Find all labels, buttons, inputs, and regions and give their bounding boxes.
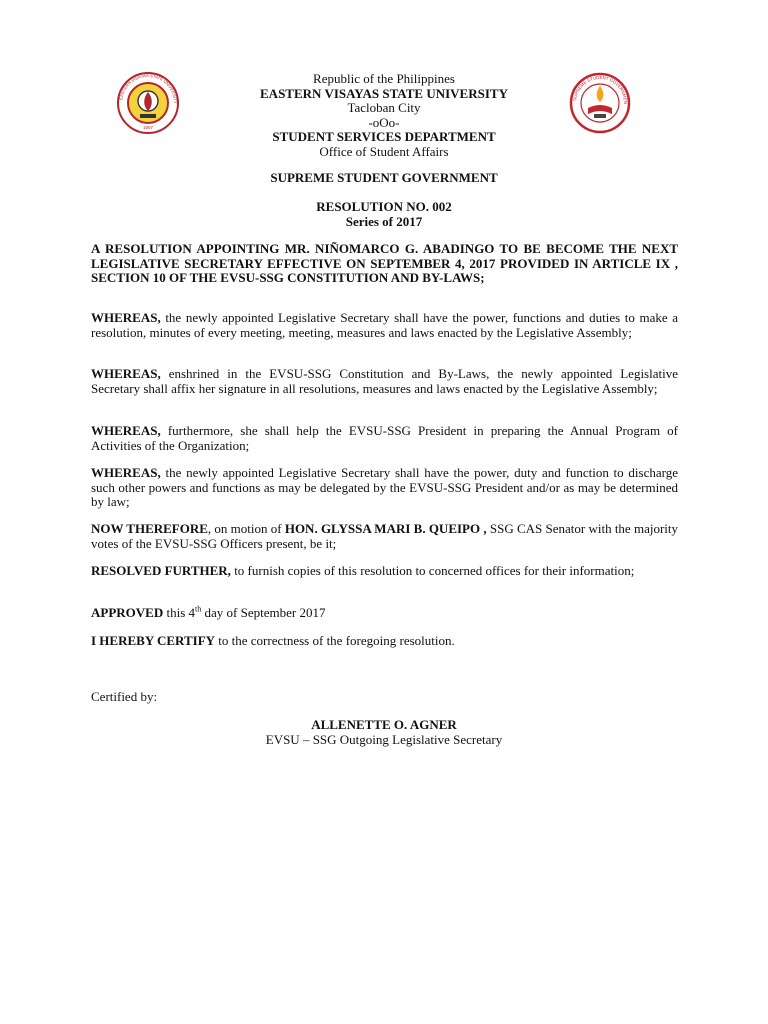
svg-text:SUPREME STUDENT GOVERNMENT: SUPREME STUDENT GOVERNMEN: [572, 74, 629, 104]
whereas-lead: WHEREAS,: [91, 310, 161, 325]
whereas-paragraph: [91, 424, 678, 453]
department-name: STUDENT SERVICES DEPARTMENT: [272, 129, 496, 144]
whereas-lead: WHEREAS,: [91, 465, 161, 480]
certify-text: to the correctness of the foregoing resolution.: [215, 633, 455, 648]
whereas-paragraph: [91, 311, 678, 340]
whereas-lead: WHEREAS,: [91, 423, 161, 438]
now-therefore-lead: NOW THEREFORE: [91, 521, 208, 536]
org-heading: SUPREME STUDENT GOVERNMENT: [270, 170, 498, 185]
approved-sup: th: [195, 604, 202, 614]
approved-post: day of September 2017: [201, 605, 326, 620]
whereas-text: the newly appointed Legislative Secretary shall have the power, functions and duties to make a resolution, minutes of every meeting, meeting, measures and laws enacted by the Legislative Assembly;: [91, 310, 678, 340]
certify-paragraph: [91, 634, 678, 649]
resolution-heading: [0, 200, 768, 229]
approved-lead: APPROVED: [91, 605, 164, 620]
whereas-lead: WHEREAS,: [91, 366, 161, 381]
certify-lead: I HEREBY CERTIFY: [91, 633, 216, 648]
whereas-paragraph: [91, 367, 678, 396]
svg-text:1907: 1907: [142, 125, 154, 130]
resolved-lead: RESOLVED FURTHER,: [91, 563, 231, 578]
approved-pre: this 4: [163, 605, 196, 620]
letterhead: [0, 72, 768, 159]
office-name: Office of Student Affairs: [319, 143, 449, 159]
certified-by-label: Certified by:: [91, 689, 158, 704]
whereas-text: furthermore, she shall help the EVSU-SSG President in preparing the Annual Program of Activities of the Organization;: [91, 423, 678, 453]
resolution-title: A RESOLUTION APPOINTING MR. NIÑOMARCO G. ABADINGO TO BE BECOME THE NEXT LEGISLATIVE SECRETARY EFFECTIVE ON SEPTEMBER 4, 2017 PROVIDED IN ARTICLE IX , SECTION 10 OF THE EVSU-SSG CONSTITUTION AND BY-LAWS;: [91, 241, 678, 286]
signatory-title: EVSU – SSG Outgoing Legislative Secretary: [265, 731, 503, 747]
now-therefore-mid: , on motion of: [207, 521, 285, 536]
signature-block: [0, 718, 768, 747]
resolved-paragraph: [91, 564, 678, 579]
signatory-name: ALLENETTE O. AGNER: [311, 717, 457, 732]
resolution-series: Series of 2017: [345, 213, 423, 229]
resolution-number: RESOLUTION NO. 002: [316, 199, 452, 214]
whereas-text: the newly appointed Legislative Secretary shall have the power, duty and function to discharge such other powers and functions as may be delegated by the EVSU-SSG President and/or as may be determined by law;: [91, 465, 678, 510]
whereas-paragraph: [91, 466, 678, 510]
approved-paragraph: [91, 606, 678, 621]
svg-text:EASTERN VISAYAS STATE UNIVERSI: EASTERN VISAYAS STATE UNIVERSITY: [118, 72, 179, 104]
university-name: EASTERN VISAYAS STATE UNIVERSITY: [260, 85, 508, 101]
city-line: Tacloban City: [347, 100, 421, 115]
whereas-text: enshrined in the EVSU-SSG Constitution and By-Laws, the newly appointed Legislative Secretary shall affix her signature in all resolutions, measures and laws enacted by the Legislative Assembly;: [91, 366, 678, 396]
divider-line: -oOo-: [368, 114, 400, 130]
now-therefore-paragraph: [91, 522, 678, 551]
mover-name: HON. GLYSSA MARI B. QUEIPO ,: [284, 521, 487, 536]
republic-line: Republic of the Philippines: [313, 71, 455, 86]
resolved-text: to furnish copies of this resolution to concerned offices for their information;: [230, 563, 635, 578]
now-therefore-rest: SSG CAS Senator with the majority votes of the EVSU-SSG Officers present, be it;: [91, 521, 678, 551]
